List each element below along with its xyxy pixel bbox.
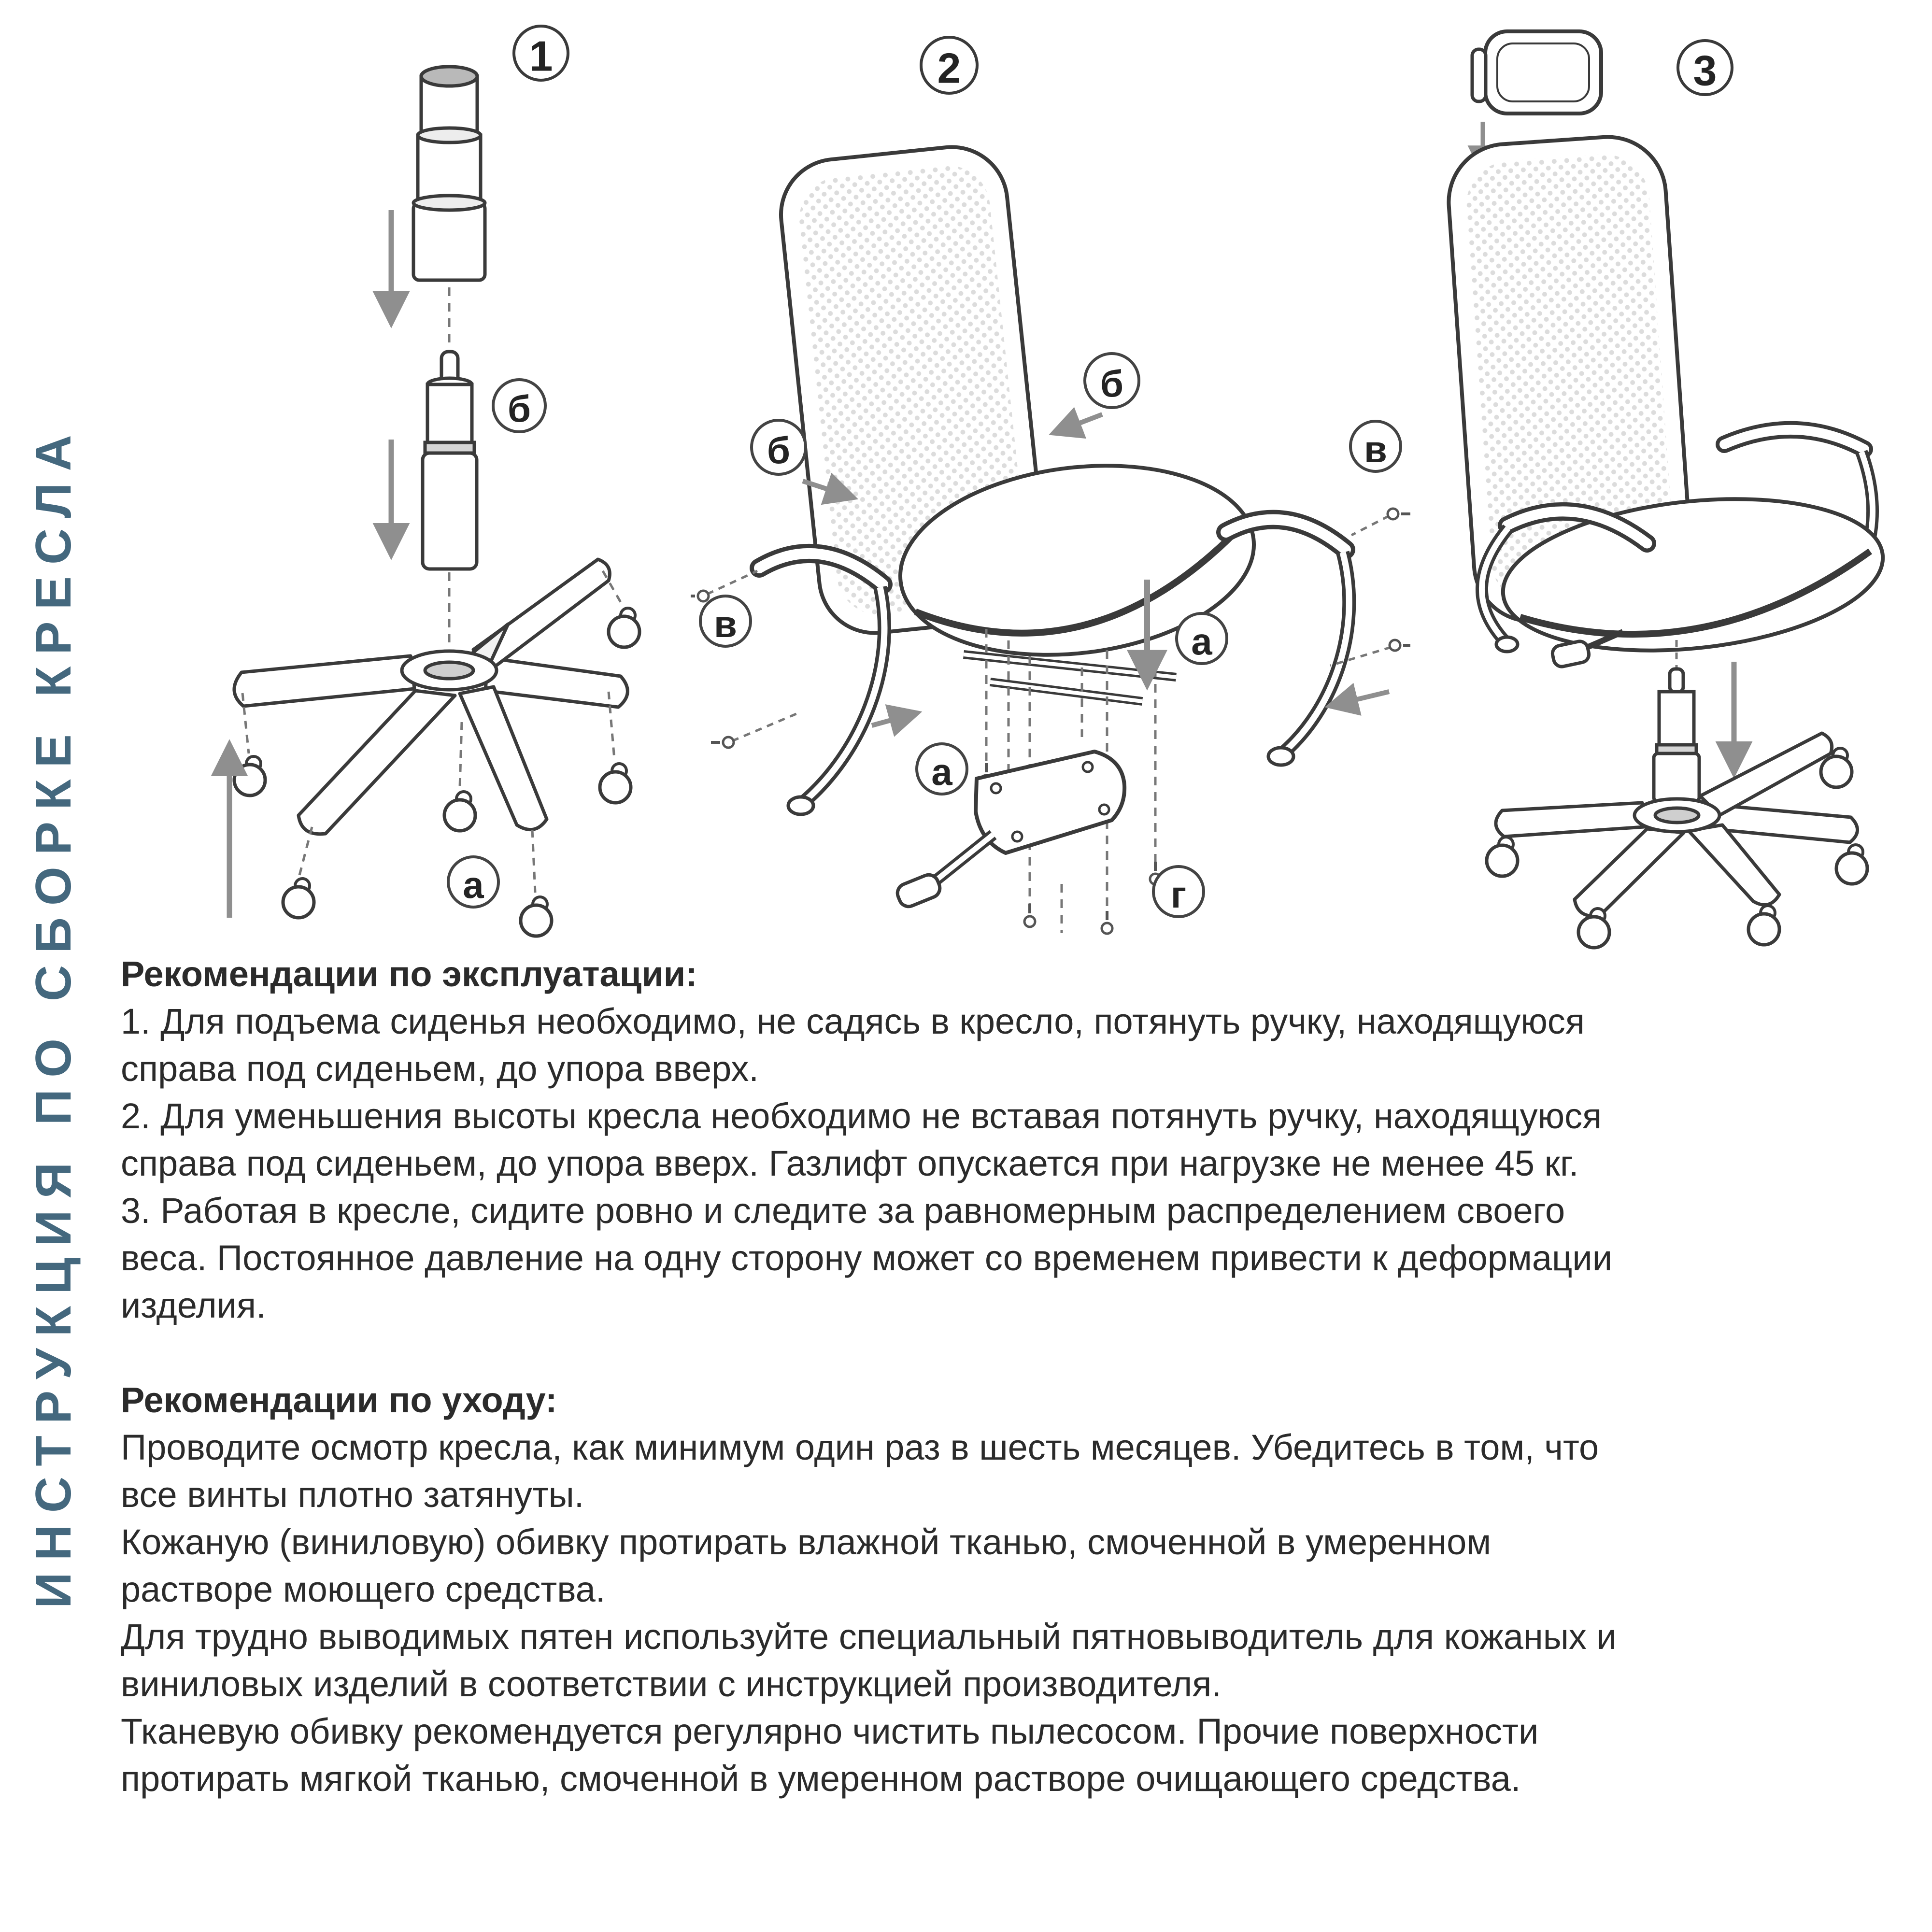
caster-icon <box>234 756 265 796</box>
caster-icon <box>1836 845 1867 884</box>
diagram-2-seat-assembly <box>691 19 1410 961</box>
caster-icon <box>600 764 631 803</box>
vertical-page-title: ИНСТРУКЦИЯ ПО СБОРКЕ КРЕСЛА <box>26 423 82 1608</box>
arrow-left-icon <box>1333 692 1389 705</box>
care-line: Тканевую обивку рекомендуется регулярно чистить пылесосом. Прочие поверхности <box>121 1711 1539 1751</box>
care-line: растворе моющего средства. <box>121 1569 606 1609</box>
gas-lift <box>1654 640 1699 802</box>
caster-icon <box>444 792 475 831</box>
recommendations-text <box>121 951 1913 1803</box>
telescopic-cover <box>413 67 485 280</box>
care-heading: Рекомендации по уходу: <box>121 1380 557 1420</box>
headrest <box>1472 31 1601 114</box>
part-label-back-left: б <box>767 429 791 471</box>
five-star-base <box>234 559 627 834</box>
usage-line: 1. Для подъема сиденья необходимо, не садясь в кресло, потянуть ручку, находящуюся <box>121 1001 1585 1041</box>
part-label-mechanism: г <box>1170 873 1187 916</box>
diagram-3-assembled-chair <box>1415 19 1922 961</box>
usage-line: 2. Для уменьшения высоты кресла необходимо не вставая потянуть ручку, находящуюся <box>121 1096 1602 1136</box>
diagram-1-gas-lift-and-base <box>184 19 686 961</box>
care-line: Проводите осмотр кресла, как минимум один раз в шесть месяцев. Убедитесь в том, что <box>121 1427 1599 1467</box>
caster-icon <box>1748 906 1779 945</box>
caster-guides <box>242 571 622 893</box>
part-label-armrest-left: в <box>714 603 737 645</box>
care-line: все винты плотно затянуты. <box>121 1475 584 1515</box>
step-number-2: 2 <box>937 44 961 92</box>
arrow-right-icon <box>872 714 914 725</box>
step-number-3: 3 <box>1693 46 1717 95</box>
usage-line: справа под сиденьем, до упора вверх. Газлифт опускается при нагрузке не менее 45 кг. <box>121 1143 1579 1183</box>
step-number-1: 1 <box>529 32 553 80</box>
usage-heading: Рекомендации по эксплуатации: <box>121 954 697 994</box>
section-usage <box>121 951 1913 1329</box>
care-line: протирать мягкой тканью, смоченной в умеренном растворе очищающего средства. <box>121 1759 1521 1799</box>
usage-line: 3. Работая в кресле, сидите ровно и следите за равномерным распределением своего <box>121 1191 1565 1231</box>
part-label-back-right: б <box>1100 362 1124 405</box>
part-label-screws-left: а <box>931 751 952 793</box>
screw-icon <box>1388 509 1410 519</box>
caster-icon <box>283 879 314 918</box>
screw-icon <box>711 737 734 748</box>
part-label-screws-right: а <box>1191 620 1212 663</box>
caster-icon <box>609 608 639 647</box>
part-label-casters: а <box>463 864 484 906</box>
part-label-armrest-right: в <box>1364 428 1387 470</box>
arrow-left-icon <box>1057 414 1102 432</box>
care-line: Для трудно выводимых пятен используйте специальный пятновыводитель для кожаных и <box>121 1617 1617 1657</box>
usage-line: веса. Постоянное давление на одну сторону может со временем привести к деформации <box>121 1238 1613 1278</box>
gas-lift <box>423 352 477 569</box>
usage-line: справа под сиденьем, до упора вверх. <box>121 1049 759 1089</box>
screw-icon <box>1390 640 1410 651</box>
care-line: Кожаную (виниловую) обивку протирать влажной тканью, смоченной в умеренном <box>121 1522 1492 1562</box>
care-line: виниловых изделий в соответствии с инструкцией производителя. <box>121 1664 1222 1704</box>
caster-icon <box>521 897 552 936</box>
section-care <box>121 1377 1913 1803</box>
screw-icon <box>691 591 709 601</box>
usage-line: изделия. <box>121 1285 266 1325</box>
part-label-gas-lift: б <box>507 387 531 430</box>
caster-icon <box>1487 837 1518 876</box>
